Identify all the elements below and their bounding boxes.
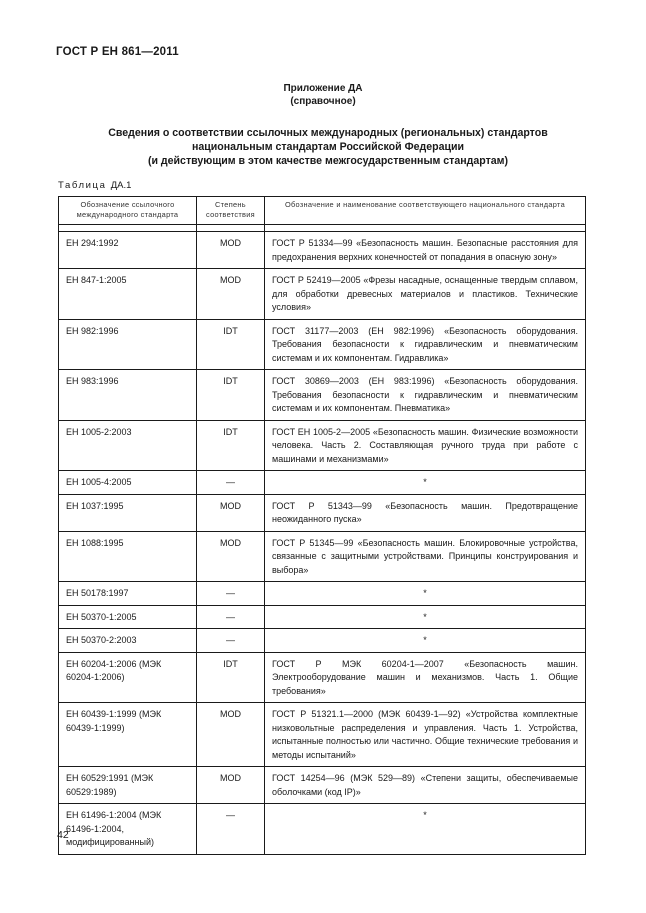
degree-of-correspondence-cell: — bbox=[197, 582, 265, 606]
column-header-degree: Степень соответствия bbox=[197, 197, 265, 225]
section-title-line: Сведения о соответствии ссылочных международных (региональных) стандартов bbox=[108, 127, 548, 139]
national-standard-cell: ГОСТ ЕН 1005-2—2005 «Безопасность машин. Физические возможности человека. Часть 2. Составляющая ручного труда при работе с машинами и механизмами» bbox=[265, 420, 586, 471]
table-row bbox=[59, 605, 586, 629]
reference-standard-cell: ЕН 294:1992 bbox=[59, 232, 197, 269]
reference-standard-cell: ЕН 50370-1:2005 bbox=[59, 605, 197, 629]
national-standard-cell: * bbox=[265, 582, 586, 606]
reference-standard-cell: ЕН 50370-2:2003 bbox=[59, 629, 197, 653]
national-standard-cell: ГОСТ 31177—2003 (ЕН 982:1996) «Безопасность оборудования. Требования безопасности к гидравлическим и пневматическим системам и их компонентам. Гидравлика» bbox=[265, 319, 586, 370]
column-header-reference: Обозначение ссылочного международного стандарта bbox=[59, 197, 197, 225]
table-row bbox=[59, 269, 586, 320]
table-row bbox=[59, 629, 586, 653]
reference-standard-cell: ЕН 1005-2:2003 bbox=[59, 420, 197, 471]
reference-standard-cell: ЕН 60204-1:2006 (МЭК 60204-1:2006) bbox=[59, 652, 197, 703]
degree-of-correspondence-cell: MOD bbox=[197, 269, 265, 320]
table-row bbox=[59, 582, 586, 606]
reference-standard-cell: ЕН 983:1996 bbox=[59, 370, 197, 421]
column-header-national: Обозначение и наименование соответствующего национального стандарта bbox=[265, 197, 586, 225]
empty-cell bbox=[197, 225, 265, 232]
table-row bbox=[59, 232, 586, 269]
table-row bbox=[59, 531, 586, 582]
national-standard-cell: ГОСТ 30869—2003 (ЕН 983:1996) «Безопасность оборудования. Требования безопасности к гидравлическим и пневматическим системам и их компонентам. Пневматика» bbox=[265, 370, 586, 421]
degree-of-correspondence-cell: — bbox=[197, 471, 265, 495]
correspondence-table bbox=[58, 196, 586, 855]
degree-of-correspondence-cell: MOD bbox=[197, 767, 265, 804]
national-standard-cell: * bbox=[265, 605, 586, 629]
national-standard-cell: * bbox=[265, 471, 586, 495]
section-title bbox=[40, 126, 616, 168]
table-header-row bbox=[59, 197, 586, 225]
degree-of-correspondence-cell: MOD bbox=[197, 703, 265, 767]
appendix-title: Приложение ДА bbox=[283, 83, 363, 94]
degree-of-correspondence-cell: MOD bbox=[197, 531, 265, 582]
section-title-line: (и действующим в этом качестве межгосударственным стандартам) bbox=[147, 155, 509, 167]
appendix-subtitle: (справочное) bbox=[290, 96, 356, 107]
appendix-heading bbox=[0, 82, 646, 108]
table-caption-label: Таблица bbox=[58, 180, 107, 191]
national-standard-cell: * bbox=[265, 804, 586, 855]
national-standard-cell: ГОСТ Р 52419—2005 «Фрезы насадные, оснащенные твердым сплавом, для обработки древесных материалов и пластиков. Технические условия» bbox=[265, 269, 586, 320]
table-row bbox=[59, 370, 586, 421]
reference-standard-cell: ЕН 982:1996 bbox=[59, 319, 197, 370]
degree-of-correspondence-cell: — bbox=[197, 605, 265, 629]
reference-standard-cell: ЕН 61496-1:2004 (МЭК 61496-1:2004, модифицированный) bbox=[59, 804, 197, 855]
table-row bbox=[59, 652, 586, 703]
table-body bbox=[59, 225, 586, 855]
national-standard-cell: ГОСТ Р 51345—99 «Безопасность машин. Блокировочные устройства, связанные с защитными устройствами. Принципы конструирования и выбора» bbox=[265, 531, 586, 582]
national-standard-cell: * bbox=[265, 629, 586, 653]
table-caption bbox=[58, 180, 131, 191]
degree-of-correspondence-cell: IDT bbox=[197, 420, 265, 471]
degree-of-correspondence-cell: IDT bbox=[197, 319, 265, 370]
national-standard-cell: ГОСТ 14254—96 (МЭК 529—89) «Степени защиты, обеспечиваемые оболочками (код IP)» bbox=[265, 767, 586, 804]
document-header: ГОСТ Р ЕН 861—2011 bbox=[56, 46, 179, 58]
degree-of-correspondence-cell: MOD bbox=[197, 494, 265, 531]
degree-of-correspondence-cell: — bbox=[197, 629, 265, 653]
reference-standard-cell: ЕН 60439-1:1999 (МЭК 60439-1:1999) bbox=[59, 703, 197, 767]
degree-of-correspondence-cell: MOD bbox=[197, 232, 265, 269]
table-row bbox=[59, 420, 586, 471]
table-caption-number: ДА.1 bbox=[110, 180, 132, 191]
page-number: 42 bbox=[57, 829, 69, 841]
table-row bbox=[59, 494, 586, 531]
table-row bbox=[59, 767, 586, 804]
national-standard-cell: ГОСТ Р МЭК 60204-1—2007 «Безопасность машин. Электрооборудование машин и механизмов. Часть 1. Общие требования» bbox=[265, 652, 586, 703]
national-standard-cell: ГОСТ Р 51334—99 «Безопасность машин. Безопасные расстояния для предохранения верхних конечностей от попадания в опасную зону» bbox=[265, 232, 586, 269]
national-standard-cell: ГОСТ Р 51321.1—2000 (МЭК 60439-1—92) «Устройства комплектные низковольтные распределения и управления. Часть 1. Устройства, испытанные полностью или частично. Общие технические требования и методы испытаний» bbox=[265, 703, 586, 767]
degree-of-correspondence-cell: — bbox=[197, 804, 265, 855]
national-standard-cell: ГОСТ Р 51343—99 «Безопасность машин. Предотвращение неожиданного пуска» bbox=[265, 494, 586, 531]
table-row bbox=[59, 703, 586, 767]
reference-standard-cell: ЕН 1037:1995 bbox=[59, 494, 197, 531]
section-title-line: национальным стандартам Российской Федерации bbox=[191, 141, 465, 153]
table-row bbox=[59, 804, 586, 855]
reference-standard-cell: ЕН 50178:1997 bbox=[59, 582, 197, 606]
reference-standard-cell: ЕН 1088:1995 bbox=[59, 531, 197, 582]
empty-cell bbox=[59, 225, 197, 232]
reference-standard-cell: ЕН 1005-4:2005 bbox=[59, 471, 197, 495]
reference-standard-cell: ЕН 847-1:2005 bbox=[59, 269, 197, 320]
table-row bbox=[59, 471, 586, 495]
degree-of-correspondence-cell: IDT bbox=[197, 652, 265, 703]
empty-cell bbox=[265, 225, 586, 232]
reference-standard-cell: ЕН 60529:1991 (МЭК 60529:1989) bbox=[59, 767, 197, 804]
degree-of-correspondence-cell: IDT bbox=[197, 370, 265, 421]
table-header-gap bbox=[59, 225, 586, 232]
table-row bbox=[59, 319, 586, 370]
